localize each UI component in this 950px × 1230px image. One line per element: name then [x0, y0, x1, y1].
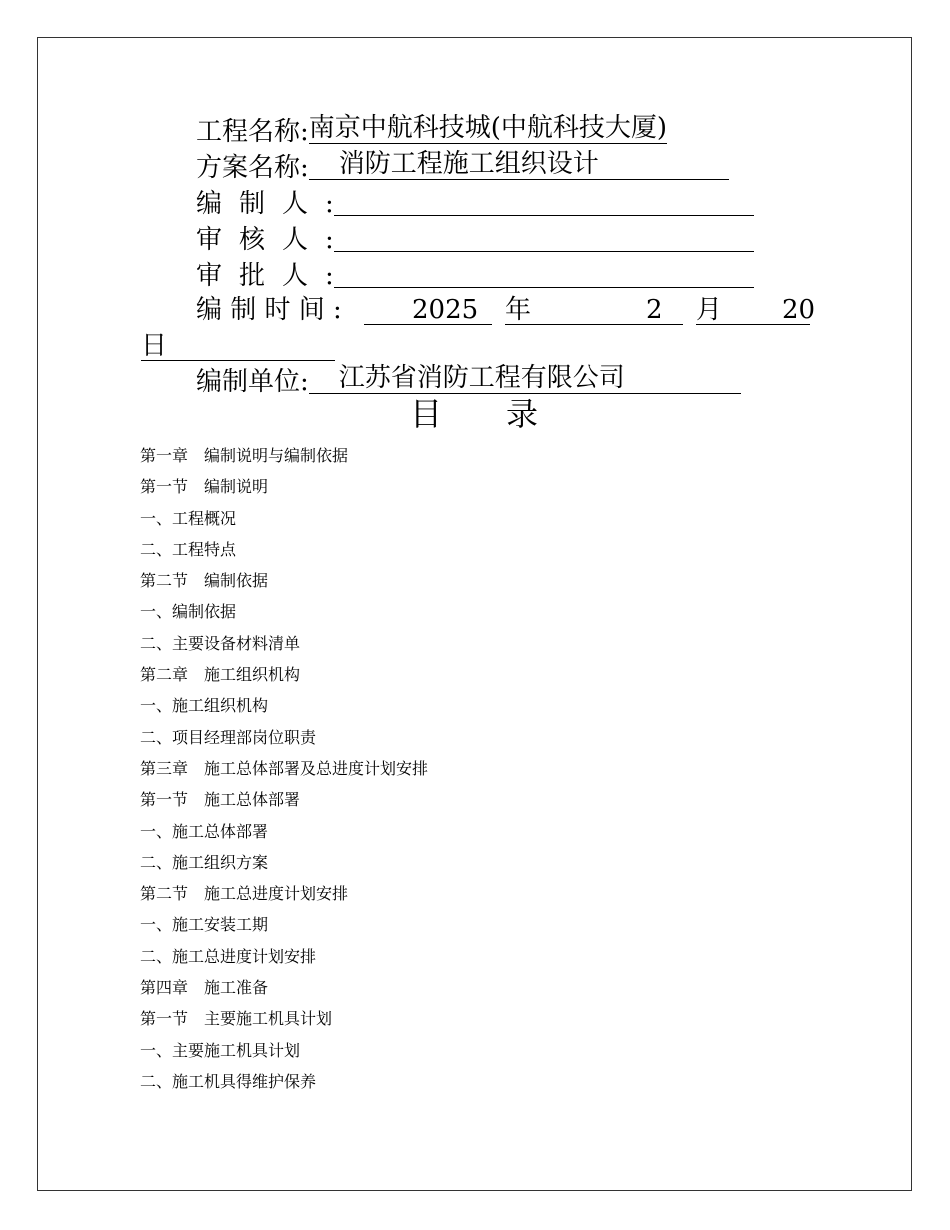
toc-item: 第二章 施工组织机构 — [140, 665, 301, 685]
approver-blank — [334, 258, 754, 288]
date-day: 20 — [782, 295, 816, 325]
author-blank — [334, 186, 754, 216]
reviewer-row — [196, 222, 754, 258]
date-day-unit: 日 — [141, 331, 168, 361]
approver-row — [196, 258, 754, 294]
toc-item: 一、施工组织机构 — [140, 696, 269, 716]
toc-item: 第三章 施工总体部署及总进度计划安排 — [140, 758, 429, 778]
plan-name-value: 消防工程施工组织设计 — [309, 150, 729, 180]
reviewer-label: 审核人 — [196, 225, 326, 255]
toc-item: 一、主要施工机具计划 — [140, 1040, 301, 1060]
date-year-unit: 年 — [505, 295, 532, 325]
toc-item: 第一节 施工总体部署 — [140, 790, 301, 810]
toc-item: 第四章 施工准备 — [140, 978, 269, 998]
toc-item: 一、施工安装工期 — [140, 915, 269, 935]
project-name-label: 工程名称: — [196, 117, 309, 147]
toc-item: 第一节 编制说明 — [140, 477, 269, 497]
date-month-unit: 月 — [696, 295, 723, 325]
toc-item: 一、编制依据 — [140, 602, 237, 622]
toc-item: 二、项目经理部岗位职责 — [140, 727, 317, 747]
date-day-blank-2 — [141, 331, 335, 361]
toc-item: 二、主要设备材料清单 — [140, 633, 301, 653]
toc-item: 一、施工总体部署 — [140, 821, 269, 841]
toc-item: 一、工程概况 — [140, 508, 237, 528]
plan-name-row — [196, 150, 729, 186]
toc-list — [140, 442, 428, 1099]
date-label: 编 制 时 间 : — [196, 295, 342, 325]
toc-item: 二、施工总进度计划安排 — [140, 946, 317, 966]
toc-item: 第二节 编制依据 — [140, 571, 269, 591]
org-label: 编制单位: — [196, 367, 309, 397]
project-name-row — [196, 114, 667, 150]
author-colon: : — [325, 189, 334, 219]
author-label: 编制人 — [196, 189, 326, 219]
date-year: 2025 — [412, 295, 479, 325]
project-name-value: 南京中航科技城(中航科技大厦) — [308, 113, 668, 143]
toc-item: 第一节 主要施工机具计划 — [140, 1009, 333, 1029]
toc-item: 二、施工组织方案 — [140, 852, 269, 872]
org-value: 江苏省消防工程有限公司 — [309, 364, 741, 394]
author-row — [196, 186, 754, 222]
reviewer-colon: : — [325, 225, 334, 255]
toc-item: 二、工程特点 — [140, 539, 237, 559]
date-month: 2 — [646, 295, 663, 325]
toc-item: 第一章 编制说明与编制依据 — [140, 446, 349, 465]
toc-item: 二、施工机具得维护保养 — [140, 1071, 317, 1091]
toc-title: 目录 — [410, 395, 603, 433]
plan-name-label: 方案名称: — [196, 153, 309, 183]
approver-label: 审批人 — [196, 261, 326, 291]
reviewer-blank — [334, 222, 754, 252]
toc-item: 第二节 施工总进度计划安排 — [140, 884, 349, 904]
approver-colon: : — [325, 261, 334, 291]
